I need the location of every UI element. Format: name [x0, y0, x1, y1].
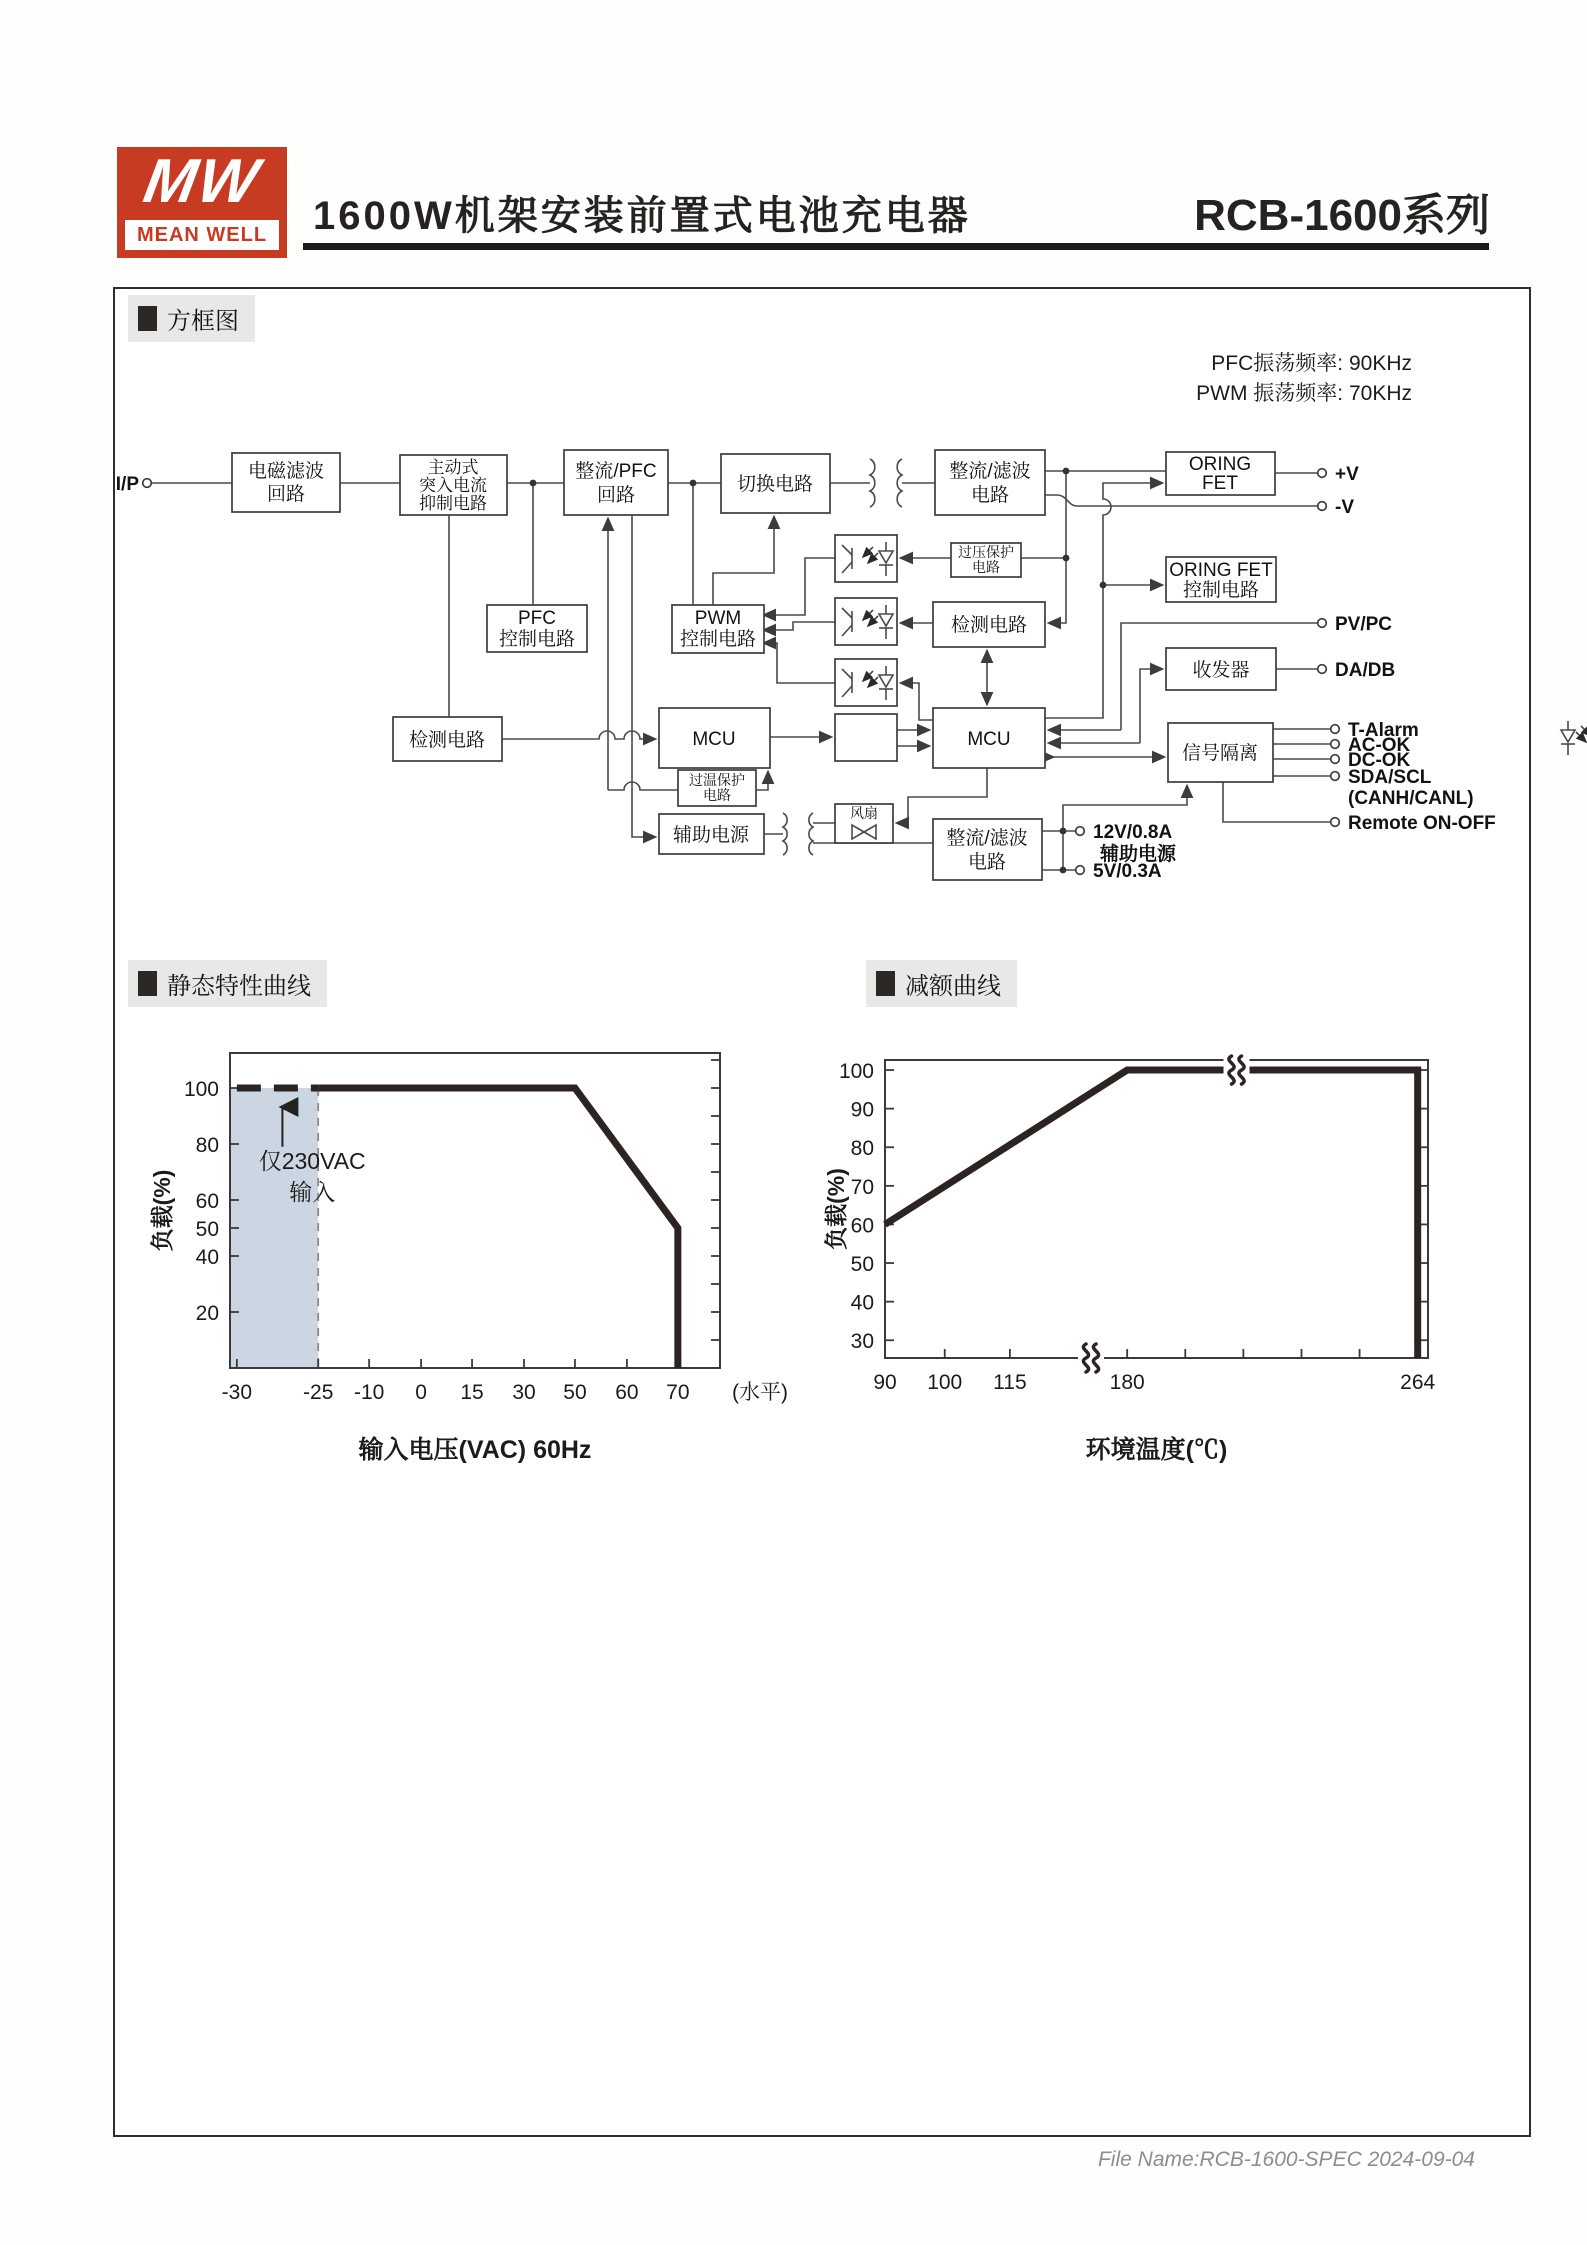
optocoupler-icon: [835, 659, 897, 706]
terminal-circle: [1318, 619, 1327, 628]
block-otp: [678, 770, 756, 806]
y-tick-label: 70: [850, 1175, 874, 1199]
block-transceiver: [1166, 648, 1276, 690]
terminal-label-acok: AC-OK: [1348, 735, 1411, 756]
meanwell-wordmark: [125, 220, 279, 250]
x-tick-label: -25: [303, 1381, 334, 1404]
svg-text:FET: FET: [1202, 473, 1238, 494]
diagram-wires: [151, 471, 1331, 870]
svg-text:电路: 电路: [972, 559, 1000, 575]
y-tick-label: 80: [195, 1134, 219, 1157]
terminal-label-vminus: -V: [1335, 497, 1354, 518]
terminal-circle: [1076, 827, 1085, 836]
terminal-label-dadb: DA/DB: [1335, 660, 1396, 681]
x-axis-suffix: (水平): [732, 1381, 788, 1404]
svg-text:抑制电路: 抑制电路: [419, 494, 487, 513]
y-tick-label: 100: [183, 1078, 219, 1101]
svg-text:电磁滤波: 电磁滤波: [247, 461, 325, 482]
svg-text:过温保护: 过温保护: [689, 772, 745, 788]
x-tick-label: 60: [615, 1381, 639, 1404]
y-tick-label: 60: [195, 1190, 219, 1213]
terminal-label-aux12v: 12V/0.8A: [1093, 822, 1173, 843]
x-axis-title: 输入电压(VAC) 60Hz: [358, 1436, 592, 1464]
terminal-circle: [1331, 725, 1340, 734]
x-tick-label: 50: [563, 1381, 587, 1404]
y-tick-label: 100: [838, 1060, 874, 1084]
terminal-circle: [1331, 818, 1340, 827]
block-inrush-limiter: [400, 455, 507, 515]
terminal-circle: [1331, 740, 1340, 749]
svg-text:收发器: 收发器: [1192, 660, 1250, 681]
derating-curve-chart: [823, 1040, 1550, 1510]
curve-load-vs-ambient-temp: [885, 1070, 1418, 1358]
y-tick-label: 40: [195, 1246, 219, 1269]
y-tick-label: 60: [850, 1214, 874, 1238]
curve-load-vs-input: [318, 1088, 678, 1368]
y-tick-label: 40: [850, 1291, 874, 1315]
pfc-frequency-note: PFC振荡频率: 90KHz: [1211, 352, 1412, 375]
meanwell-logo: [117, 147, 287, 258]
section-title: 减额曲线: [905, 973, 1001, 1000]
svg-text:整流/滤波: 整流/滤波: [946, 828, 1028, 849]
svg-text:电路: 电路: [970, 485, 1010, 506]
svg-text:PWM: PWM: [694, 608, 742, 629]
block-rectifier-pfc: [564, 450, 668, 515]
svg-text:控制电路: 控制电路: [498, 629, 576, 650]
svg-text:控制电路: 控制电路: [1182, 580, 1260, 601]
shaded-region-label: 输入: [289, 1179, 336, 1205]
block-diagram: [113, 287, 1531, 987]
svg-text:风扇: 风扇: [850, 805, 878, 821]
svg-text:ORING: ORING: [1188, 454, 1252, 475]
terminal-circle: [1318, 469, 1327, 478]
terminal-label-pvpc: PV/PC: [1335, 614, 1393, 635]
y-tick-label: 80: [850, 1137, 874, 1161]
svg-text:突入电流: 突入电流: [419, 476, 487, 495]
svg-text:PFC: PFC: [518, 608, 556, 629]
terminal-circle: [143, 479, 152, 488]
x-tick-label: 15: [460, 1381, 484, 1404]
x-tick-label: 115: [993, 1371, 1027, 1394]
x-tick-label: 90: [873, 1371, 897, 1394]
x-tick-label: -30: [221, 1381, 253, 1404]
x-tick-label: -10: [353, 1381, 385, 1404]
x-tick-label: 100: [927, 1371, 963, 1394]
svg-text:电路: 电路: [967, 852, 1007, 873]
terminal-label-aux12v-name: 辅助电源: [1100, 844, 1177, 865]
block-fan: [835, 804, 893, 843]
block-pwm-control: [672, 605, 764, 653]
svg-text:整流/滤波: 整流/滤波: [949, 461, 1031, 482]
optocoupler-icon: [835, 535, 897, 582]
block-aux-power: [659, 814, 764, 854]
x-tick-label: 0: [415, 1381, 427, 1404]
svg-text:信号隔离: 信号隔离: [1181, 743, 1259, 764]
pwm-frequency-note: PWM 振荡频率: 70KHz: [1196, 382, 1412, 405]
terminals: [116, 464, 1496, 882]
svg-text:检测电路: 检测电路: [950, 615, 1028, 636]
terminal-label-canhcanl: (CANH/CANL): [1348, 788, 1474, 809]
svg-text:MCU: MCU: [967, 729, 1011, 750]
title-rule: [303, 243, 1489, 250]
terminal-circle: [1331, 755, 1340, 764]
terminal-label-remote: Remote ON-OFF: [1348, 813, 1496, 834]
file-name-note: File Name:RCB-1600-SPEC 2024-09-04: [1097, 2148, 1475, 2171]
section-title: 方框图: [167, 308, 239, 335]
block-pfc-control: [487, 605, 587, 652]
block-detect-primary: [393, 717, 502, 761]
terminal-circle: [1076, 866, 1085, 875]
svg-text:整流/PFC: 整流/PFC: [575, 461, 657, 482]
transformer-icon: [870, 459, 902, 507]
terminal-label-aux5v: 5V/0.3A: [1093, 861, 1162, 882]
terminal-circle: [1318, 502, 1327, 511]
y-tick-label: 50: [850, 1253, 874, 1277]
block-oring-fet: [1166, 452, 1275, 495]
svg-text:ORING FET: ORING FET: [1169, 560, 1273, 581]
y-tick-label: 30: [850, 1330, 874, 1354]
svg-text:检测电路: 检测电路: [408, 730, 486, 751]
terminal-circle: [1318, 665, 1327, 674]
y-tick-label: 20: [195, 1302, 219, 1325]
static-characteristics-chart: [130, 1040, 830, 1510]
svg-text:控制电路: 控制电路: [679, 629, 757, 650]
svg-text:电路: 电路: [703, 787, 731, 803]
terminal-label-dcok: DC-OK: [1348, 750, 1411, 771]
x-tick-label: 70: [666, 1381, 690, 1404]
x-tick-label: 30: [512, 1381, 536, 1404]
block-ovp: [951, 543, 1021, 577]
svg-text:回路: 回路: [266, 484, 306, 505]
y-axis-title: 负载(%): [149, 1169, 175, 1252]
terminal-label-sdascl: SDA/SCL: [1348, 767, 1432, 788]
y-tick-label: 50: [195, 1218, 219, 1241]
x-axis-title: 环境温度(℃): [1085, 1436, 1228, 1464]
terminal-label-ip: I/P: [115, 474, 139, 495]
shaded-region-label: 仅230VAC: [258, 1148, 366, 1175]
terminal-circle: [1331, 772, 1340, 781]
block-mcu-secondary: [933, 708, 1045, 768]
x-tick-label: 180: [1109, 1371, 1145, 1394]
aux-transformer-icon: [783, 813, 813, 855]
section-title: 静态特性曲线: [167, 973, 311, 1000]
y-tick-label: 90: [850, 1098, 874, 1122]
block-detect-secondary: [933, 602, 1045, 647]
terminal-label-vplus: +V: [1335, 464, 1359, 485]
block-signal-isolation: [1168, 723, 1273, 782]
mw-logo-icon: MW: [138, 147, 266, 216]
junction-dots: [530, 468, 1107, 874]
y-axis-title: 负载(%): [823, 1168, 849, 1250]
block-emi-filter: [232, 453, 340, 512]
block-aux-filter: [933, 819, 1042, 880]
svg-text:主动式: 主动式: [427, 458, 479, 477]
optocoupler-icon: [835, 598, 897, 645]
block-output-filter: [935, 450, 1045, 515]
svg-text:回路: 回路: [596, 485, 636, 506]
svg-text:辅助电源: 辅助电源: [672, 825, 750, 846]
svg-text:MCU: MCU: [692, 729, 736, 750]
meanwell-wordmark-text: MEAN WELL: [136, 223, 268, 246]
x-tick-label: 264: [1400, 1371, 1436, 1394]
svg-text:过压保护: 过压保护: [958, 544, 1014, 560]
page-title: 1600W机架安装前置式电池充电器: [313, 194, 971, 238]
svg-text:切换电路: 切换电路: [736, 474, 814, 495]
block-oring-fet-control: [1166, 557, 1276, 602]
terminal-label-talarm: T-Alarm: [1348, 720, 1419, 741]
block-switching-circuit: [721, 454, 830, 513]
series-title: RCB-1600系列: [1194, 191, 1490, 240]
block-mcu-primary: [659, 708, 770, 768]
shaded-230vac-region: [230, 1088, 318, 1368]
